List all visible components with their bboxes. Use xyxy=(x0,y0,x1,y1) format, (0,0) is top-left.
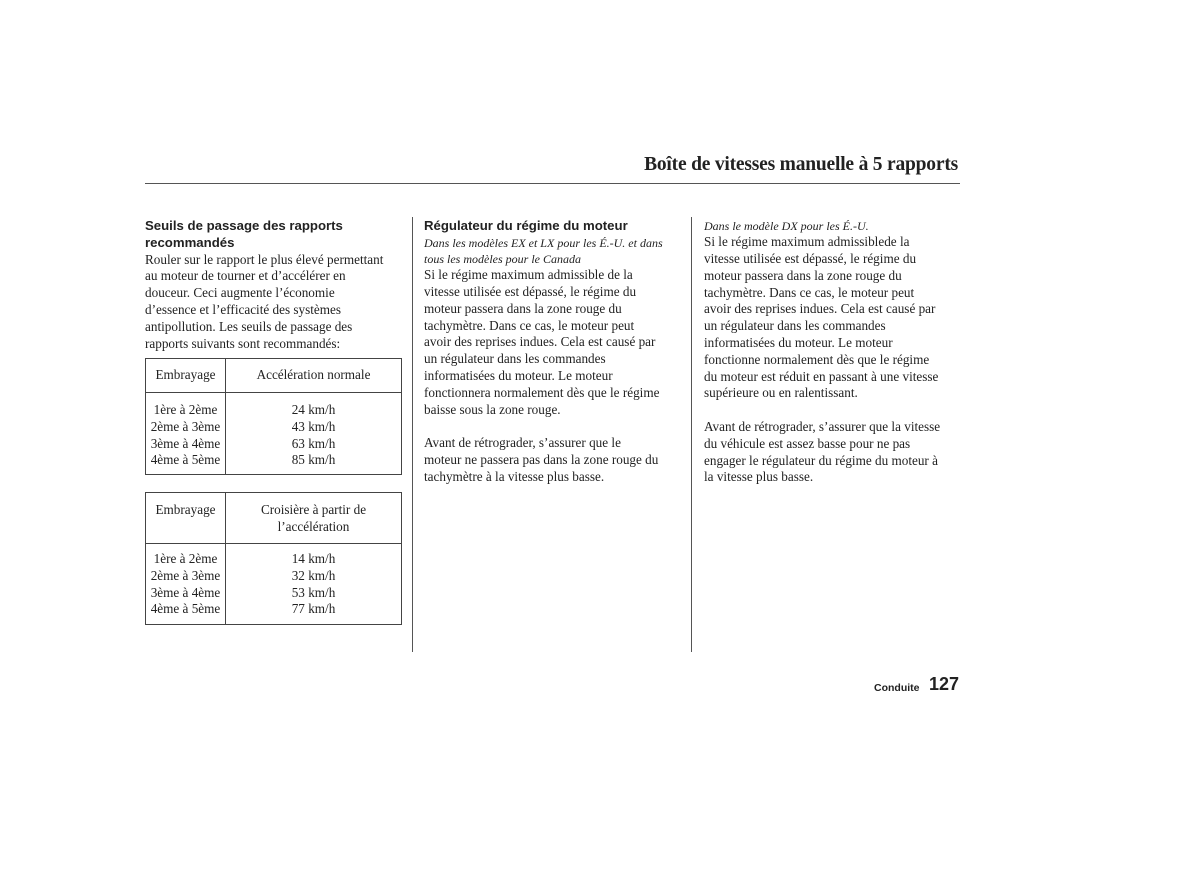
body-line: Si le régime maximum admissible de la xyxy=(424,267,633,283)
body-line: engager le régulateur du régime du moteur à xyxy=(704,452,938,468)
table-header-row xyxy=(146,493,402,544)
table-cell: 14 km/h xyxy=(226,551,402,568)
body-line: supérieure ou en ralentissant. xyxy=(704,385,858,401)
table-cell: 2ème à 3ème xyxy=(146,568,226,585)
body-line: fonctionne normalement dès que le régime xyxy=(704,351,930,367)
table-spacer-row xyxy=(146,544,402,552)
table-row xyxy=(146,601,402,625)
table-cell: 63 km/h xyxy=(226,436,402,453)
body-line: du véhicule est assez basse pour ne pas xyxy=(704,435,911,451)
table-cell: 77 km/h xyxy=(226,601,402,625)
table-row xyxy=(146,402,402,419)
table-header-cell xyxy=(226,493,402,544)
body-line: moteur passera dans la zone rouge du xyxy=(424,300,622,316)
right-column xyxy=(704,218,966,486)
section-heading: Régulateur du régime du moteur xyxy=(424,218,628,233)
body-line: Avant de rétrograder, s’assurer que la vitesse xyxy=(704,418,941,434)
column-divider-2 xyxy=(691,217,692,652)
table-cell: 3ème à 4ème xyxy=(146,585,226,602)
body-line: tachymètre à la vitesse plus basse. xyxy=(424,468,605,484)
table-cell: 3ème à 4ème xyxy=(146,436,226,453)
speed-table-normal xyxy=(145,358,402,475)
middle-column xyxy=(424,218,686,486)
table-row xyxy=(146,551,402,568)
table-cell: 53 km/h xyxy=(226,585,402,602)
table-header-line-1: Croisière à partir de xyxy=(260,502,367,517)
body-line: informatisées du moteur. Le moteur xyxy=(704,334,893,350)
body-line: avoir des reprises indues. Cela est causé par xyxy=(704,301,936,317)
table-cell: 4ème à 5ème xyxy=(146,601,226,625)
section-heading-line-1: Seuils de passage des rapports xyxy=(145,218,343,233)
table-row xyxy=(146,436,402,453)
table-row xyxy=(146,568,402,585)
table-header-line-2: l’accélération xyxy=(277,518,350,534)
body-line: moteur ne passera pas dans la zone rouge du xyxy=(424,451,659,467)
body-line: un régulateur dans les commandes xyxy=(424,351,606,367)
body-line: Si le régime maximum admissiblede la xyxy=(704,234,910,250)
table-cell: 85 km/h xyxy=(226,452,402,475)
body-line: tachymètre. Dans ce cas, le moteur peut xyxy=(704,284,915,300)
body-line: antipollution. Les seuils de passage des xyxy=(145,318,353,334)
body-line: baisse sous la zone rouge. xyxy=(424,401,561,417)
page-title: Boîte de vitesses manuelle à 5 rapports xyxy=(644,154,958,175)
table-header-cell: Embrayage xyxy=(146,493,226,544)
title-rule xyxy=(145,183,960,184)
table-header-row xyxy=(146,359,402,393)
body-line: moteur passera dans la zone rouge du xyxy=(704,267,902,283)
body-line: Avant de rétrograder, s’assurer que le xyxy=(424,435,621,451)
table-row xyxy=(146,419,402,436)
body-line: vitesse utilisée est dépassé, le régime du xyxy=(704,251,917,266)
model-note-line-1: Dans les modèles EX et LX pour les É.-U. et dans xyxy=(424,235,663,250)
table-cell: 1ère à 2ème xyxy=(146,551,226,568)
speed-table-cruise xyxy=(145,492,402,625)
body-line: tachymètre. Dans ce cas, le moteur peut xyxy=(424,317,635,333)
table-cell: 32 km/h xyxy=(226,568,402,585)
left-column xyxy=(145,218,407,352)
table-cell: 43 km/h xyxy=(226,419,402,436)
table-cell: 2ème à 3ème xyxy=(146,419,226,436)
table-cell: 24 km/h xyxy=(226,402,402,419)
body-line: du moteur est réduit en passant à une vitesse xyxy=(704,368,939,384)
body-line: avoir des reprises indues. Cela est causé par xyxy=(424,334,656,350)
section-heading-line-2: recommandés xyxy=(145,234,235,250)
body-line: au moteur de tourner et d’accélérer en xyxy=(145,268,346,284)
model-note: Dans le modèle DX pour les É.-U. xyxy=(704,219,869,233)
body-line: la vitesse plus basse. xyxy=(704,469,814,485)
table-cell: 1ère à 2ème xyxy=(146,402,226,419)
body-line: d’essence et l’efficacité des systèmes xyxy=(145,301,342,317)
footer-section-label: Conduite xyxy=(874,682,920,694)
body-line: vitesse utilisée est dépassé, le régime du xyxy=(424,284,637,299)
body-line: douceur. Ceci augmente l’économie xyxy=(145,285,335,301)
page-number: 127 xyxy=(929,674,960,694)
column-divider-1 xyxy=(412,217,413,652)
table-header-cell: Embrayage xyxy=(146,359,226,393)
table-row xyxy=(146,585,402,602)
body-line: un régulateur dans les commandes xyxy=(704,318,886,334)
table-spacer-row xyxy=(146,393,402,403)
table-header-cell: Accélération normale xyxy=(226,359,402,393)
table-cell: 4ème à 5ème xyxy=(146,452,226,475)
body-line: rapports suivants sont recommandés: xyxy=(145,335,341,351)
body-line: fonctionnera normalement dès que le régime xyxy=(424,384,660,400)
model-note-line-2: tous les modèles pour le Canada xyxy=(424,252,581,266)
body-line: Rouler sur le rapport le plus élevé permettant xyxy=(145,251,384,267)
body-line: informatisées du moteur. Le moteur xyxy=(424,367,613,383)
table-row xyxy=(146,452,402,475)
